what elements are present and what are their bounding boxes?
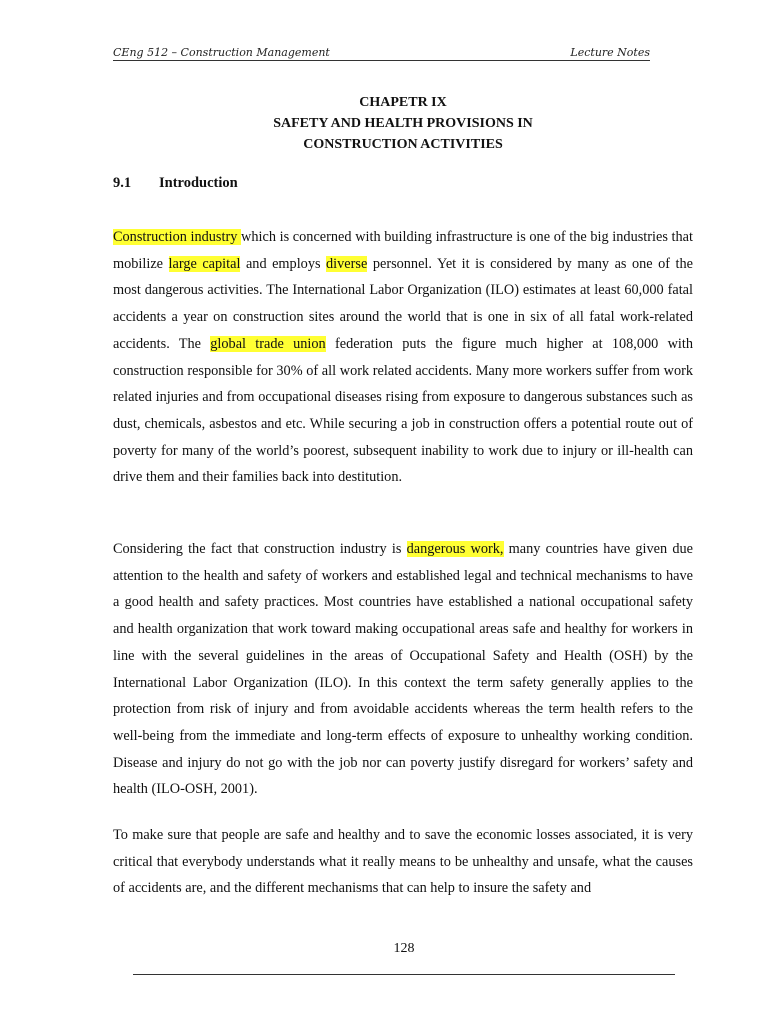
page-header bbox=[113, 46, 650, 61]
chapter-title-line-2: CONSTRUCTION ACTIVITIES bbox=[303, 137, 503, 152]
footer-divider bbox=[133, 974, 675, 975]
paragraph-1 bbox=[113, 224, 693, 491]
paragraph-text: and employs bbox=[240, 255, 327, 272]
section-number: 9.1 bbox=[113, 175, 132, 191]
paragraph-text: federation puts the figure much higher at 108,000 with construction responsible for 30% of all work related accidents. Many more workers suffer from work related injuries and from occupational diseases rising from exposure to dangerous substances such as dust, chemicals, asbestos and etc. While securing a job in construction offers a potential route out of poverty for many of the world’s poorest, subsequent inability to work due to injury or ill-health can drive them and their families back into destitution. bbox=[113, 335, 693, 486]
chapter-title bbox=[113, 92, 693, 155]
paragraph-3 bbox=[113, 822, 693, 902]
chapter-number: CHAPETR IX bbox=[359, 95, 447, 110]
chapter-title-line-1: SAFETY AND HEALTH PROVISIONS IN bbox=[273, 116, 533, 131]
highlight: diverse bbox=[326, 255, 368, 272]
highlight: large capital bbox=[168, 255, 241, 272]
header-course: CEng 512 – Construction Management bbox=[113, 46, 330, 59]
highlight: global trade union bbox=[210, 335, 326, 352]
highlight: dangerous work, bbox=[406, 541, 504, 557]
section-title: Introduction bbox=[159, 175, 238, 191]
section-heading bbox=[113, 175, 238, 192]
paragraph-text: many countries have given due attention to the health and safety of workers and established legal and technical mechanisms to have a good health and safety practices. Most countries have established a national occupational safety and health organization that work toward making occupational areas safe and healthy for workers in line with the several guidelines in the areas of Occupational Safety and Health (OSH) by the International Labor Organization (ILO). In this context the term safety generally applies to the protection from risk of injury and from avoidable accidents whereas the term health refers to the well-being from the immediate and long-term effects of exposure to unhealthy working condition. Disease and injury do not go with the job nor can poverty justify disregard for workers’ safety and health (ILO-OSH, 2001). bbox=[113, 541, 693, 798]
header-doc-type: Lecture Notes bbox=[570, 46, 650, 59]
paragraph-text: personnel. Yet it is considered by many as one of the most dangerous activities. The International Labor Organization (ILO) estimates at least 60,000 fatal accidents a year on construction sites around the world that is one in six of all fatal work-related accidents. The bbox=[113, 255, 693, 352]
paragraph-text: Considering the fact that construction industry is bbox=[113, 541, 407, 557]
page-number: 128 bbox=[393, 941, 415, 956]
paragraph-2 bbox=[113, 536, 693, 803]
highlight: Construction industry bbox=[113, 229, 242, 245]
paragraph-text: To make sure that people are safe and healthy and to save the economic losses associated, it is very critical that everybody understands what it really means to be unhealthy and unsafe, what the causes of accidents are, and the different mechanisms that can help to insure the safety and bbox=[113, 827, 693, 897]
paragraph-text: which is concerned with building infrastructure is one of the big industries that mobilize bbox=[113, 229, 693, 272]
